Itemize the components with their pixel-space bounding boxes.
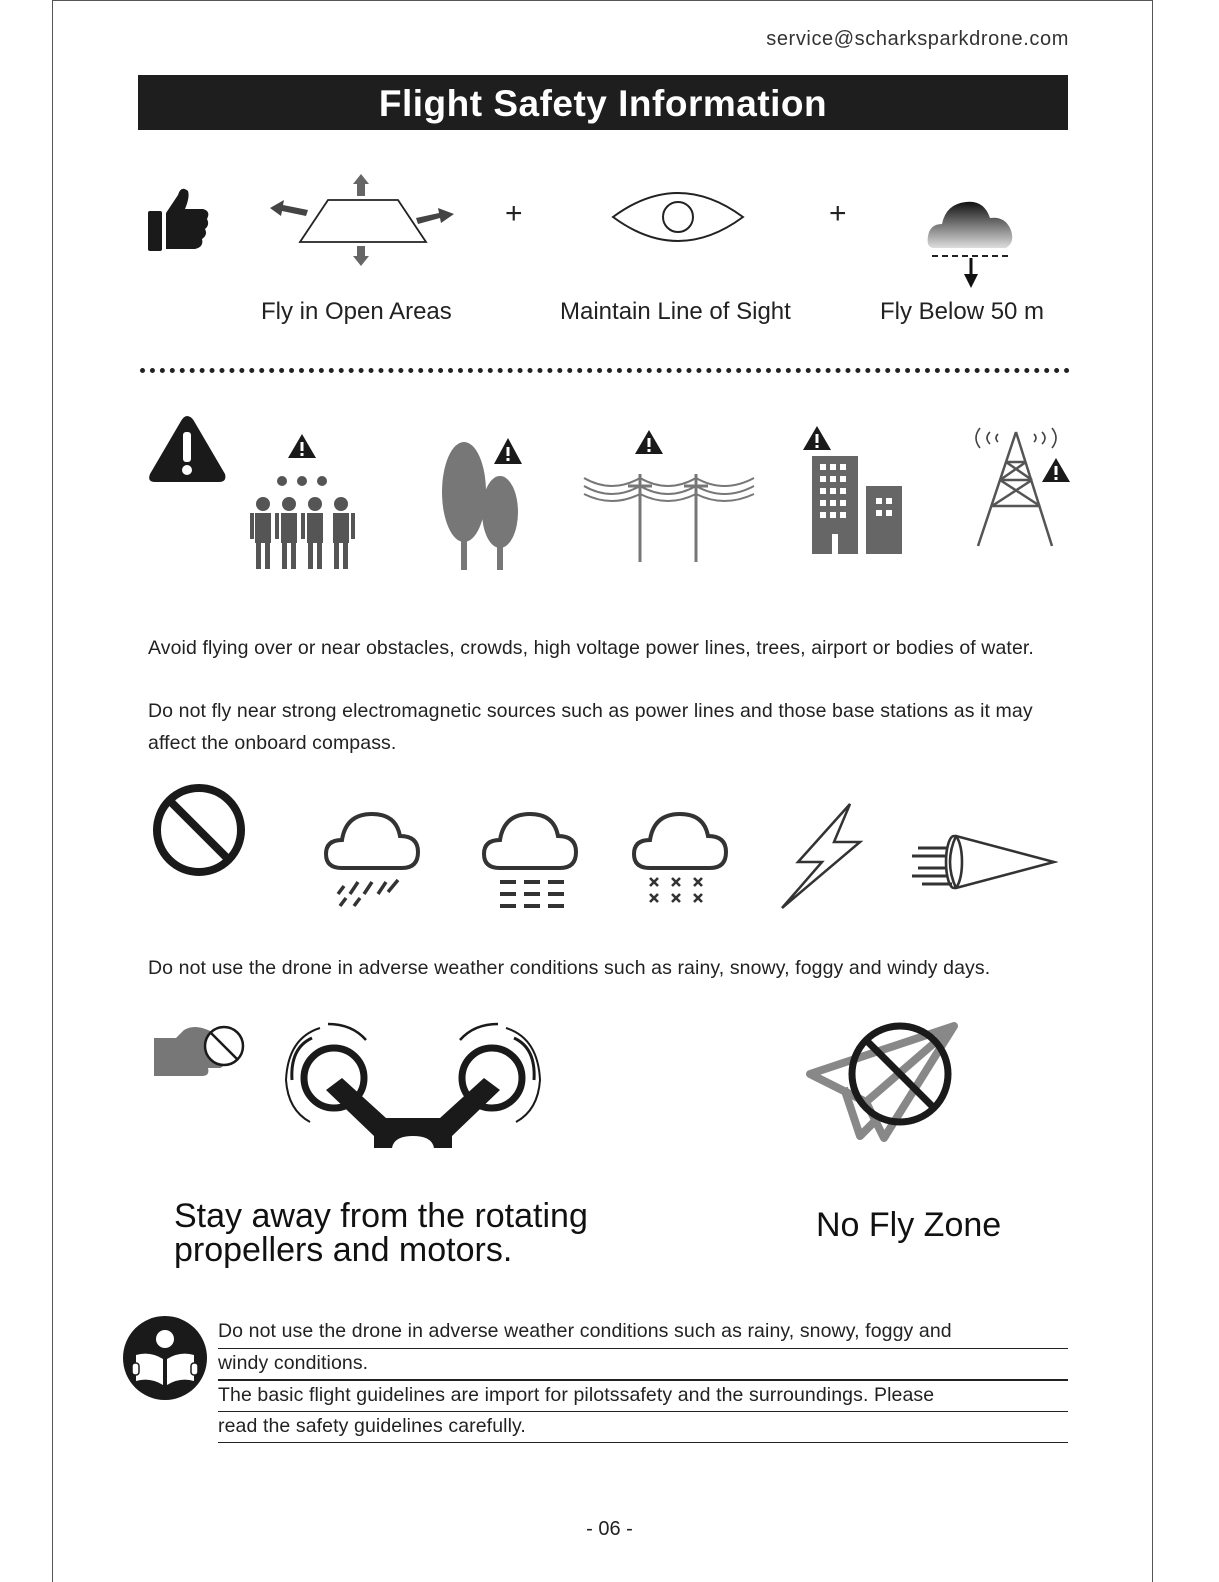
fly-below-label: Fly Below 50 m <box>880 298 1045 325</box>
note-underline <box>218 1348 1068 1349</box>
note-line-4: read the safety guidelines carefully. <box>218 1415 526 1437</box>
open-area-label: Fly in Open Areas <box>261 298 452 325</box>
plus-sign: + <box>505 197 523 230</box>
page-border-right <box>1152 0 1153 1582</box>
eye-icon <box>610 185 746 249</box>
power-line-icon <box>582 428 758 566</box>
page-border-left <box>52 0 53 1582</box>
crowd-icon <box>248 432 360 572</box>
weather-paragraph: Do not use the drone in adverse weather conditions such as rainy, snowy, foggy and windy days. <box>148 957 991 979</box>
note-line-1: Do not use the drone in adverse weather conditions such as rainy, snowy, foggy and <box>218 1320 952 1342</box>
plus-sign: + <box>829 197 847 230</box>
radio-tower-icon <box>966 424 1076 550</box>
contact-email[interactable]: service@scharksparkdrone.com <box>766 28 1069 50</box>
note-underline <box>218 1411 1068 1412</box>
no-fly-zone-label: No Fly Zone <box>816 1206 1002 1244</box>
reader-icon <box>122 1315 208 1401</box>
buildings-icon <box>800 424 906 556</box>
cloud-altitude-icon <box>924 190 1016 290</box>
thumbs-up-icon <box>145 185 211 253</box>
obstacles-paragraph-1: Avoid flying over or near obstacles, crowds, high voltage power lines, trees, airport or bodies of water. <box>148 637 1034 659</box>
trees-icon <box>438 436 528 572</box>
open-area-icon <box>268 170 458 270</box>
note-underline <box>218 1442 1068 1443</box>
note-line-3: The basic flight guidelines are import for pilotssafety and the surroundings. Please <box>218 1384 935 1406</box>
page-number: - 06 - <box>586 1518 633 1540</box>
page-border-top <box>52 0 1153 1</box>
note-underline <box>218 1379 1068 1381</box>
obstacles-paragraph-2: Do not fly near strong electromagnetic sources such as power lines and those base stations as it may affect the onboard compass. <box>148 700 1033 754</box>
no-fly-zone-icon <box>804 1018 964 1144</box>
propeller-drone-icon <box>282 1018 544 1148</box>
propellers-warning-line-1: Stay away from the rotating <box>174 1197 588 1235</box>
line-of-sight-label: Maintain Line of Sight <box>560 298 791 325</box>
section-divider <box>140 368 1070 373</box>
rain-cloud-icon <box>322 806 424 910</box>
snow-cloud-icon <box>630 806 732 910</box>
fog-cloud-icon <box>480 806 582 910</box>
lightning-icon <box>776 800 868 912</box>
hand-prohibited-icon <box>150 1020 250 1082</box>
page-title: Flight Safety Information <box>138 75 1068 130</box>
warning-icon <box>146 412 228 484</box>
propellers-warning-line-2: propellers and motors. <box>174 1231 513 1269</box>
wind-icon <box>908 826 1058 898</box>
prohibited-icon <box>150 783 248 881</box>
note-line-2: windy conditions. <box>218 1352 369 1374</box>
